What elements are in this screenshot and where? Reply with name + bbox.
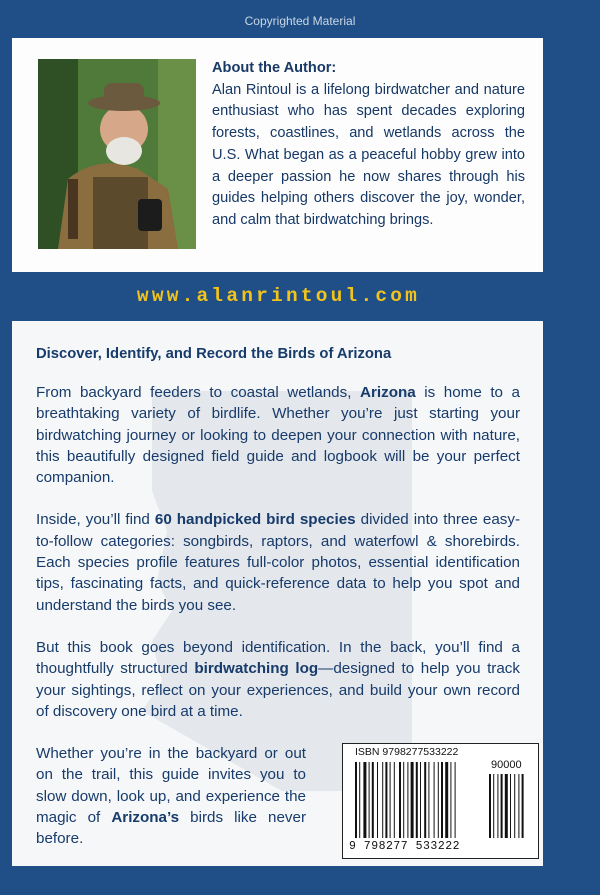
paragraph-4: Whether you’re in the backyard or out on the trail, this guide invites you to slow down, look up, and experience the magic of Arizona’s birds like never before. <box>36 745 306 848</box>
paragraph-3: But this book goes beyond identification. In the back, you’ll find a thoughtfully structured birdwatching log—designed to help you track your sightings, reflect on your experiences, and build your own record of discovery one bird at a time. <box>36 638 520 720</box>
isbn-label: ISBN 9798277533222 <box>355 746 459 758</box>
author-section <box>12 38 543 272</box>
description-title: Discover, Identify, and Record the Birds of Arizona <box>36 346 392 362</box>
author-photo <box>38 59 196 249</box>
barcode-digits: 9 798277 533222 <box>349 840 461 853</box>
paragraph-1: From backyard feeders to coastal wetlands, Arizona is home to a breathtaking variety of birdlife. Whether you’re just starting your birdwatching journey or looking to deepen your connection with nature, this beautifully designed field guide and logbook will be your perfect companion. <box>36 384 520 487</box>
price-code: 90000 <box>491 759 522 771</box>
copyright-watermark: Copyrighted Material <box>244 14 356 28</box>
website-url: www.alanrintoul.com <box>136 285 421 307</box>
author-heading: About the Author: <box>212 60 337 76</box>
paragraph-2: Inside, you’ll find 60 handpicked bird species divided into three easy-to-follow categories: songbirds, raptors, and waterfowl & shorebirds. Each species profile features full-color photos, essential identification tips, fascinating facts, and quick-reference data to help you spot and understand the birds you see. <box>36 511 521 614</box>
author-bio: Alan Rintoul is a lifelong birdwatcher and nature enthusiast who has spent decades exploring forests, coastlines, and wetlands across the U.S. What began as a peaceful hobby grew into a deeper passion he now shares through his guides helping others discover the joy, wonder, and calm that birdwatching brings. <box>212 81 525 228</box>
isbn-barcode <box>342 743 539 859</box>
